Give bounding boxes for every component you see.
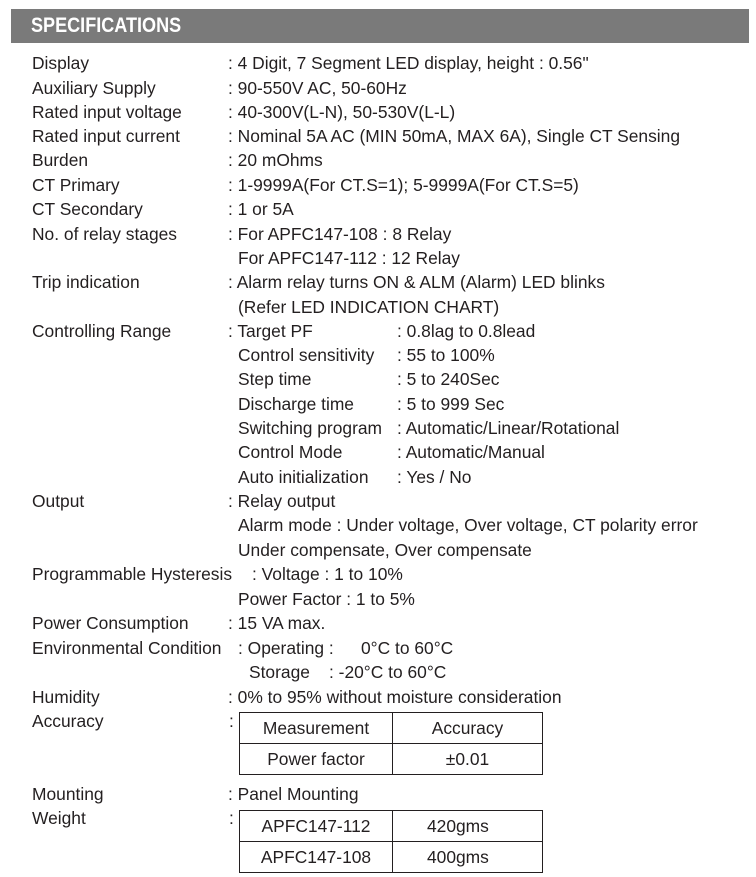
accuracy-cell-parameter: Power factor [267,749,365,769]
spec-value-hysteresis-voltage: : Voltage : 1 to 10% [252,564,403,584]
environment-storage-label: Storage [249,662,310,682]
spec-label-burden: Burden [32,150,89,170]
range-item-value: : 55 to 100% [397,345,495,365]
spec-value-output-alarm: Alarm mode : Under voltage, Over voltage, CT polarity error [238,515,698,535]
weight-cell-value: 420gms [427,816,489,836]
spec-label-display: Display [32,53,90,73]
spec-value-burden: : 20 mOhms [228,150,323,170]
spec-value-output: : Relay output [228,491,336,511]
table-divider [239,841,543,842]
spec-label-hysteresis: Programmable Hysteresis [32,564,233,584]
spec-value-rated-voltage: : 40-300V(L-N), 50-530V(L-L) [228,102,456,122]
spec-value-display: : 4 Digit, 7 Segment LED display, height : 0.56" [228,53,589,73]
environment-operating-value: 0°C to 60°C [361,638,454,658]
range-item-name: Control sensitivity [238,345,375,365]
range-item-name: Discharge time [238,394,354,414]
range-item-value: : Yes / No [397,467,472,487]
spec-label-relay-stages: No. of relay stages [32,224,177,244]
spec-value-power-consumption: : 15 VA max. [228,613,326,633]
spec-value-ct-primary: : 1-9999A(For CT.S=1); 5-9999A(For CT.S=5) [228,175,579,195]
range-item-value: : Automatic/Linear/Rotational [397,418,620,438]
spec-label-aux-supply: Auxiliary Supply [32,78,156,98]
spec-value-output-compensate: Under compensate, Over compensate [238,540,532,560]
spec-value-relay-stages-extra: For APFC147-112 : 12 Relay [238,248,461,268]
accuracy-cell-value: ±0.01 [445,749,490,769]
spec-value-ct-secondary: : 1 or 5A [228,199,294,219]
spec-value-relay-stages: : For APFC147-108 : 8 Relay [228,224,452,244]
spec-value-hysteresis-pf: Power Factor : 1 to 5% [238,589,415,609]
spec-label-environment: Environmental Condition [32,638,222,658]
spec-label-output: Output [32,491,85,511]
spec-label-humidity: Humidity [32,687,100,707]
section-header [11,9,749,43]
weight-cell-model: APFC147-108 [260,847,372,867]
range-item-value: : 5 to 240Sec [397,369,500,389]
spec-value-trip-indication: : Alarm relay turns ON & ALM (Alarm) LED blinks [228,272,605,292]
weight-cell-model: APFC147-112 [261,816,371,836]
range-item-name: : Target PF [228,321,313,341]
accuracy-colon: : [229,711,234,731]
spec-label-power-consumption: Power Consumption [32,613,189,633]
weight-cell-value: 400gms [427,847,489,867]
spec-label-rated-voltage: Rated input voltage [32,102,182,122]
spec-label-rated-current: Rated input current [32,126,180,146]
range-item-value: : 5 to 999 Sec [397,394,505,414]
section-title: SPECIFICATIONS [31,14,182,37]
environment-operating-label: : Operating : [238,638,334,658]
spec-label-mounting: Mounting [32,784,104,804]
spec-value-rated-current: : Nominal 5A AC (MIN 50mA, MAX 6A), Single CT Sensing [228,126,681,146]
range-item-name: Auto initialization [238,467,369,487]
weight-colon: : [229,808,234,828]
table-divider [239,743,543,744]
spec-value-aux-supply: : 90-550V AC, 50-60Hz [228,78,407,98]
spec-label-controlling-range: Controlling Range [32,321,172,341]
range-item-value: : 0.8lag to 0.8lead [397,321,536,341]
environment-storage-value: : -20°C to 60°C [329,662,447,682]
spec-label-ct-secondary: CT Secondary [32,199,143,219]
spec-label-ct-primary: CT Primary [32,175,120,195]
spec-label-accuracy: Accuracy [32,711,104,731]
spec-label-weight: Weight [32,808,86,828]
spec-value-mounting: : Panel Mounting [228,784,359,804]
range-item-name: Switching program [238,418,383,438]
spec-label-trip-indication: Trip indication [32,272,140,292]
range-item-name: Control Mode [238,442,343,462]
spec-value-trip-indication-extra: (Refer LED INDICATION CHART) [238,297,500,317]
spec-value-humidity: : 0% to 95% without moisture consideration [228,687,562,707]
accuracy-header-measurement: Measurement [262,718,370,738]
accuracy-header-accuracy: Accuracy [431,718,504,738]
range-item-name: Step time [238,369,312,389]
range-item-value: : Automatic/Manual [397,442,545,462]
